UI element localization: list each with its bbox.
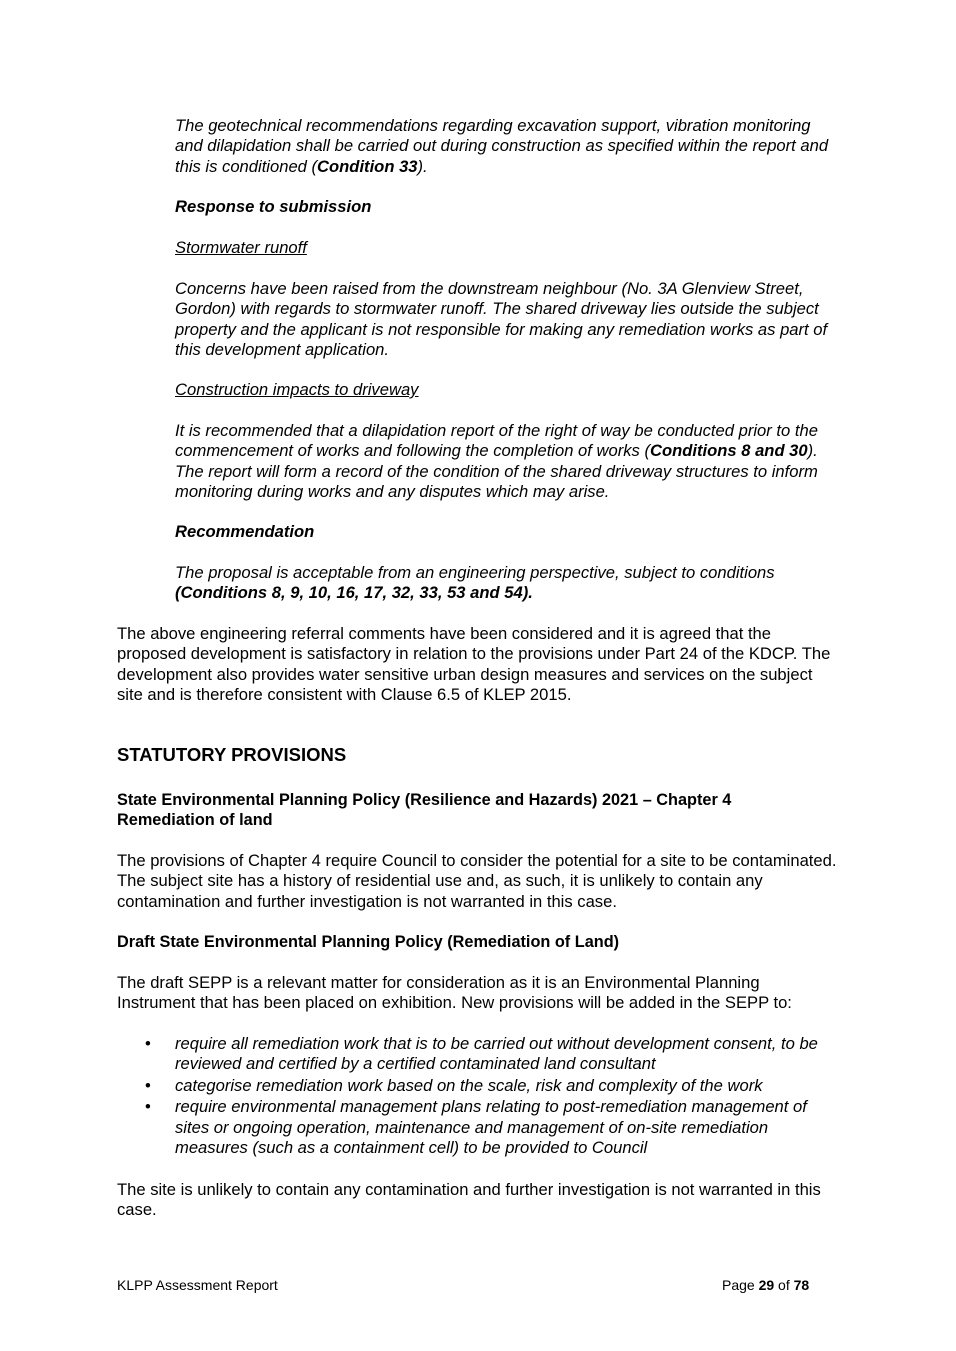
response-heading: Response to submission — [175, 197, 372, 216]
geotechnical-text-end: ). — [417, 156, 428, 176]
page-of-label: of — [774, 1277, 794, 1293]
draft-sepp-paragraph: The draft SEPP is a relevant matter for consideration as it is an Environmental Planning Instrument that has been placed on exhibition. New provisions will be added in the SEPP to: — [117, 973, 792, 1013]
recommendation-paragraph — [175, 563, 840, 604]
page-label: Page — [722, 1277, 759, 1293]
current-page: 29 — [758, 1277, 775, 1293]
conditions-8-30-ref: Conditions 8 and 30 — [649, 441, 808, 461]
list-item-text: require all remediation work that is to be carried out without development consent, to be reviewed and certified by a certified contaminated land consultant — [175, 1034, 818, 1074]
driveway-heading: Construction impacts to driveway — [175, 380, 419, 399]
draft-sepp-heading: Draft State Environmental Planning Policy (Remediation of Land) — [117, 933, 620, 951]
stormwater-paragraph: Concerns have been raised from the downstream neighbour (No. 3A Glenview Street, Gordon) with regards to stormwater runoff. The shared driveway lies outside the subject property and the applicant is not responsible for making any remediation works as part of this development application. — [175, 279, 828, 360]
recommendation-text: The proposal is acceptable from an engineering perspective, subject to conditions — [175, 563, 775, 582]
list-item — [117, 1034, 842, 1075]
driveway-text: It is recommended that a dilapidation report of the right of way be conducted prior to the commencement of works and following the completion of works ( — [175, 421, 818, 461]
list-item-text: require environmental management plans relating to post-remediation management of sites or ongoing operation, maintenance and management of on-site remediation measures (such as a containment cell) to be provided to Council — [175, 1097, 807, 1158]
footer-page-number — [722, 1277, 809, 1293]
stormwater-heading: Stormwater runoff — [175, 238, 307, 257]
sepp-heading: State Environmental Planning Policy (Resilience and Hazards) 2021 – Chapter 4 Remediation of land — [117, 791, 732, 830]
geotechnical-text: The geotechnical recommendations regarding excavation support, vibration monitoring and dilapidation shall be carried out during construction as specified within the report and this is conditioned ( — [175, 116, 829, 176]
sepp-paragraph: The provisions of Chapter 4 require Council to consider the potential for a site to be contaminated. The subject site has a history of residential use and, as such, it is unlikely to contain any contamination and further investigation is not warranted in this case. — [117, 851, 837, 911]
total-pages: 78 — [793, 1277, 810, 1293]
referral-paragraph: The above engineering referral comments have been considered and it is agreed that the proposed development is satisfactory in relation to the provisions under Part 24 of the KDCP. The development also provides water sensitive urban design measures and services on the subject site and is therefore consistent with Clause 6.5 of KLEP 2015. — [117, 624, 831, 705]
bullet-icon: • — [145, 1075, 151, 1095]
recommendation-heading: Recommendation — [175, 522, 315, 541]
closing-paragraph: The site is unlikely to contain any contamination and further investigation is not warranted in this case. — [117, 1180, 821, 1220]
condition-33-ref: Condition 33 — [317, 156, 418, 176]
bullet-icon: • — [145, 1034, 151, 1053]
statutory-provisions-heading: STATUTORY PROVISIONS — [117, 744, 347, 765]
list-item-text: categorise remediation work based on the scale, risk and complexity of the work — [175, 1075, 763, 1095]
list-item — [117, 1097, 842, 1158]
recommendation-conditions-ref: (Conditions 8, 9, 10, 16, 17, 32, 33, 53 and 54). — [175, 583, 533, 603]
driveway-paragraph — [175, 421, 840, 503]
bullet-icon: • — [145, 1097, 151, 1117]
footer-report-title: KLPP Assessment Report — [117, 1277, 278, 1293]
geotechnical-paragraph — [175, 116, 840, 177]
driveway-text-end: ). The report will form a record of the condition of the shared driveway structures to inform monitoring during works and any disputes which may arise. — [175, 441, 818, 502]
list-item — [117, 1076, 842, 1096]
provisions-list — [117, 1034, 842, 1159]
